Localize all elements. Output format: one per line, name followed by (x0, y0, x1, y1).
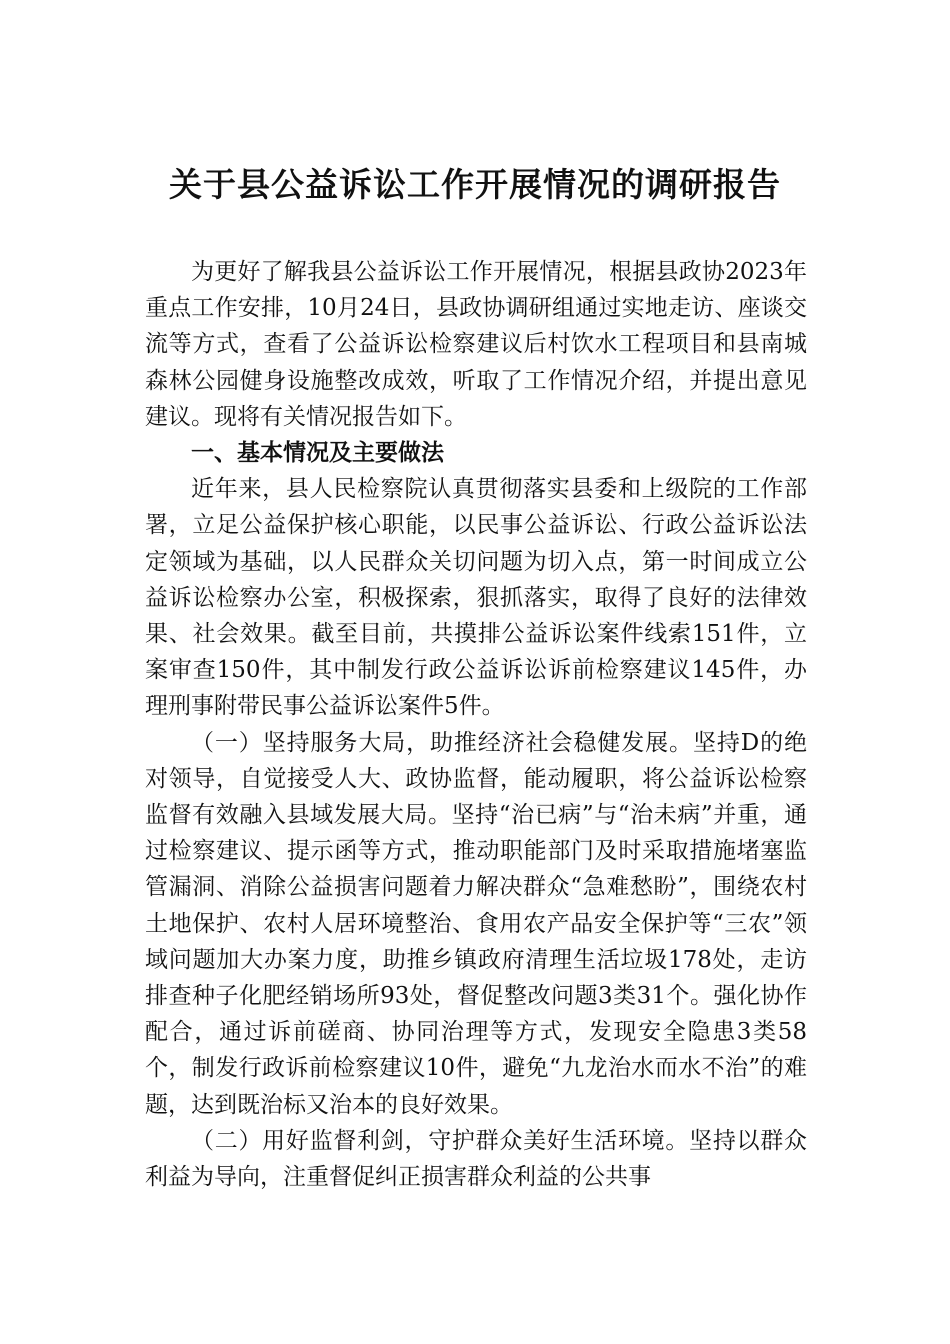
subsection-1-paragraph (145, 725, 807, 1123)
subsection-2-lead: （二）用好监督利剑，守护群众美好生活环境。 (191, 1127, 690, 1154)
document-body (145, 254, 807, 1195)
section-1-paragraph: 近年来，县人民检察院认真贯彻落实县委和上级院的工作部署，立足公益保护核心职能，以民事公益诉讼、行政公益诉讼法定领域为基础，以人民群众关切问题为切入点，第一时间成立公益诉讼检察办公室，积极探索，狠抓落实，取得了良好的法律效果、社会效果。截至目前，共摸排公益诉讼案件线索151件，立案审查150件，其中制发行政公益诉讼诉前检察建议145件，办理刑事附带民事公益诉讼案件5件。 (145, 476, 807, 720)
section-heading-1: 一、基本情况及主要做法 (191, 440, 444, 467)
subsection-2-body: 坚持以群众利益为导向，注重督促纠正损害群众利益的公共事 (145, 1127, 808, 1191)
subsection-1-body: 坚持D的绝对领导，自觉接受人大、政协监督，能动履职，将公益诉讼检察监督有效融入县域发展大局。坚持“治已病”与“治未病”并重，通过检察建议、提示函等方式，推动职能部门及时采取措施堵塞监管漏洞、消除公益损害问题着力解决群众“急难愁盼”，围绕农村土地保护、农村人居环境整治、食用农产品安全保护等“三农”领域问题加大办案力度，助推乡镇政府清理生活垃圾178处，走访排查种子化肥经销场所93处，督促整改问题3类31个。强化协作配合，通过诉前磋商、协同治理等方式，发现安全隐患3类58个，制发行政诉前检察建议10件，避免“九龙治水而水不治”的难题，达到既治标又治本的良好效果。 (145, 729, 808, 1118)
subsection-2-paragraph (145, 1123, 807, 1195)
subsection-1-lead: （一）坚持服务大局，助推经济社会稳健发展。 (191, 729, 693, 756)
document-title: 关于县公益诉讼工作开展情况的调研报告 (169, 165, 781, 204)
intro-paragraph: 为更好了解我县公益诉讼工作开展情况，根据县政协2023年重点工作安排，10月24日，县政协调研组通过实地走访、座谈交流等方式，查看了公益诉讼检察建议后村饮水工程项目和县南城森林公园健身设施整改成效，听取了工作情况介绍，并提出意见建议。现将有关情况报告如下。 (145, 259, 807, 430)
